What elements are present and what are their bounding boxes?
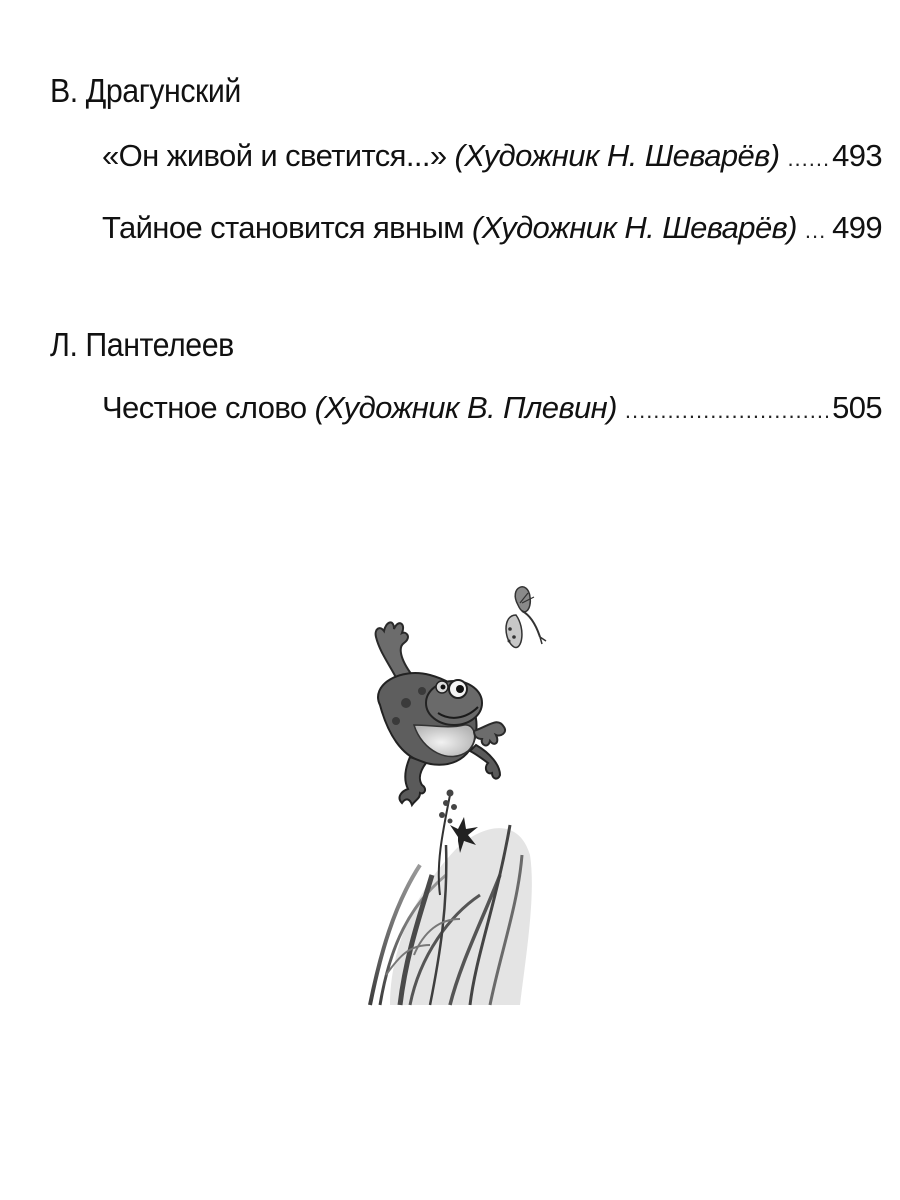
- page-number: 493: [832, 138, 882, 173]
- illustrator-credit: (Художник Н. Шеварёв): [471, 210, 797, 245]
- page-number: 499: [832, 210, 882, 245]
- frog-icon: [376, 622, 505, 805]
- butterfly-icon: [506, 587, 546, 648]
- toc-entry[interactable]: [102, 390, 882, 426]
- illustrator-credit: (Художник Н. Шеварёв): [454, 138, 780, 173]
- dot-leader: [805, 218, 828, 244]
- story-title: Тайное становится явным: [102, 210, 464, 245]
- story-title: Честное слово: [102, 390, 307, 425]
- grass-icon: [370, 790, 532, 1006]
- dot-leader: [625, 398, 828, 424]
- toc-entry[interactable]: [102, 138, 882, 174]
- author-heading: В. Драгунский: [50, 72, 241, 109]
- toc-entry[interactable]: [102, 210, 882, 246]
- story-title: «Он живой и светится...»: [102, 138, 447, 173]
- frog-jumping-at-butterfly-illustration: [350, 575, 580, 1015]
- dot-leader: [787, 146, 828, 172]
- page-number: 505: [832, 390, 882, 425]
- author-heading: Л. Пантелеев: [50, 326, 234, 363]
- illustrator-credit: (Художник В. Плевин): [314, 390, 617, 425]
